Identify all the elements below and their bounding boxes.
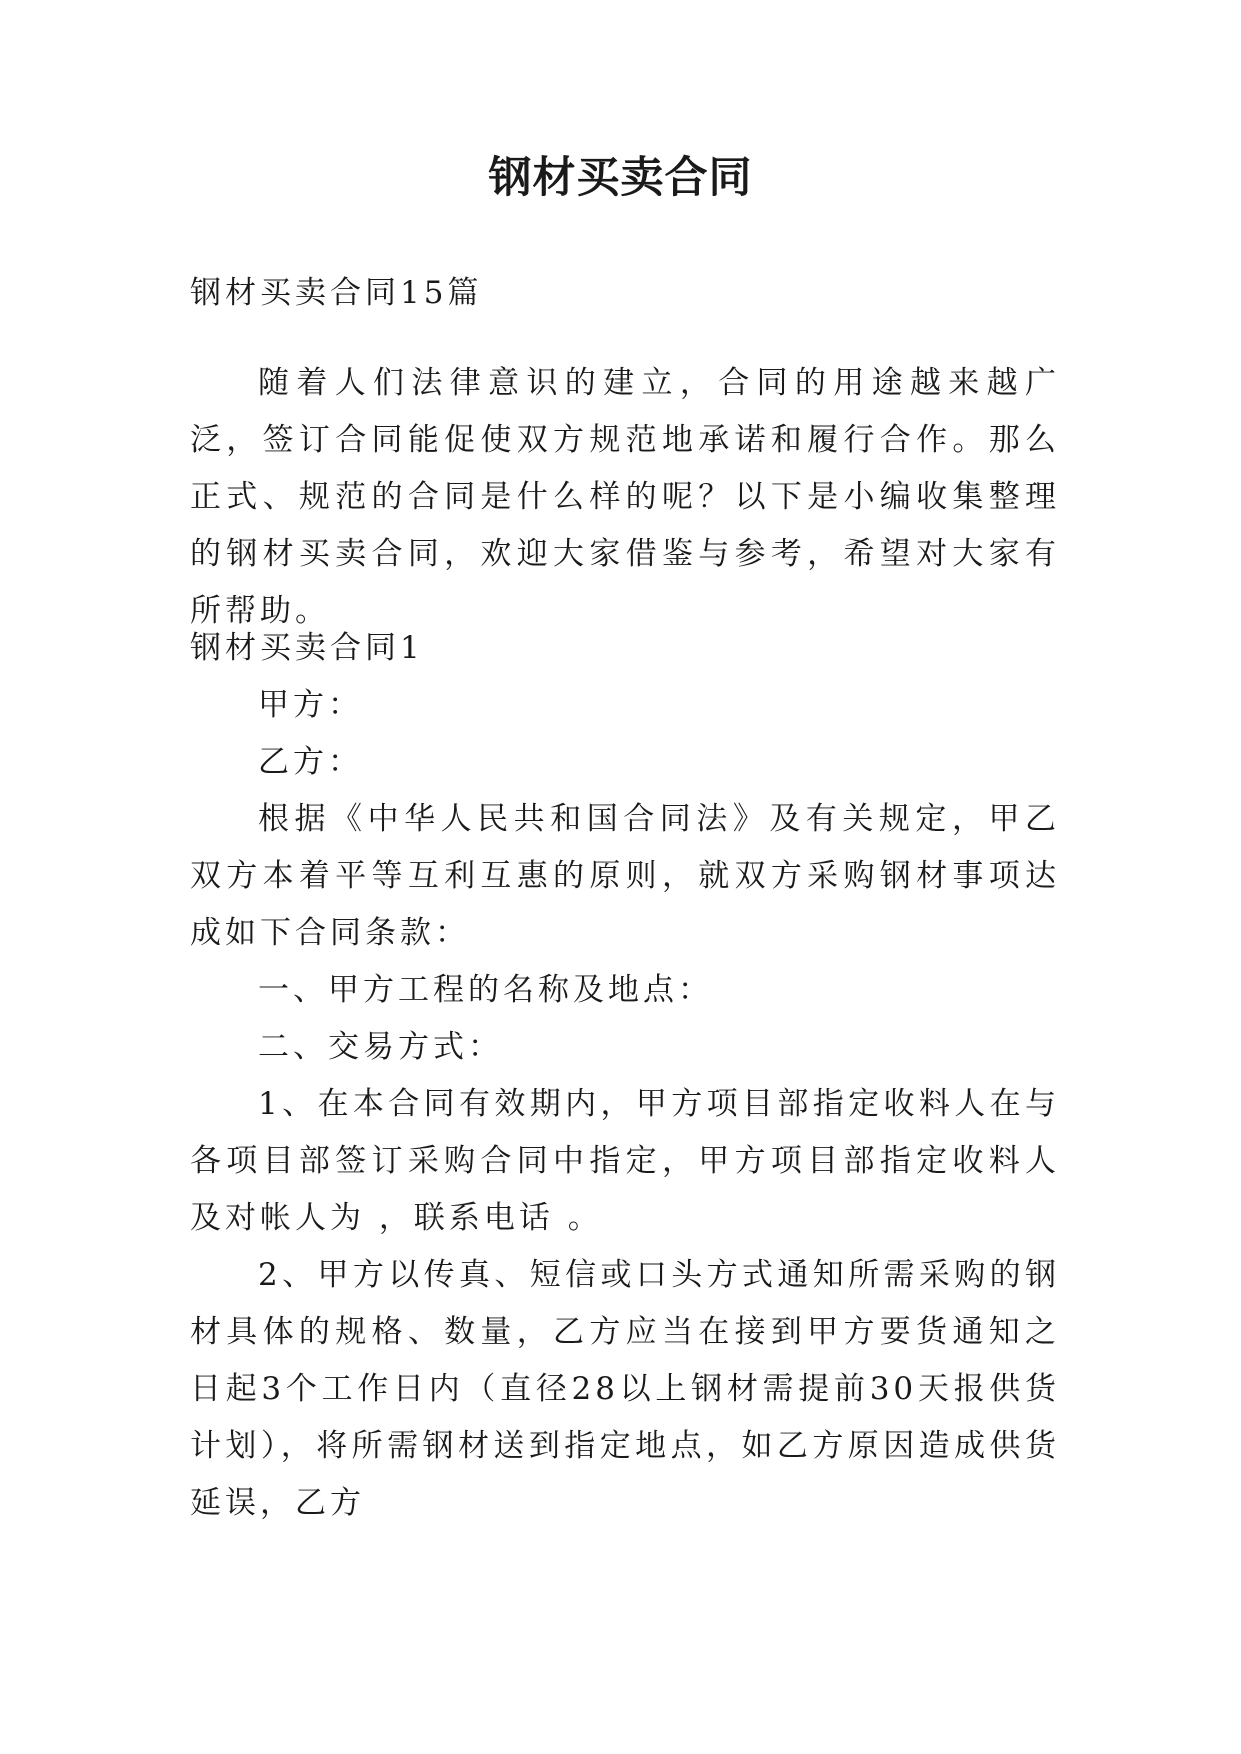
- clause-2-item-2: 2、甲方以传真、短信或口头方式通知所需采购的钢材具体的规格、数量，乙方应当在接到甲方要货通知之日起3个工作日内（直径28以上钢材需提前30天报供货计划），将所需钢材送到指定地点，如乙方原因造成供货延误，乙方: [190, 1257, 1060, 1521]
- section-heading: 钢材买卖合同1: [190, 630, 424, 666]
- party-b-line: 乙方：: [258, 744, 363, 780]
- document-subtitle: 钢材买卖合同15篇: [190, 275, 483, 311]
- intro-paragraph: 随着人们法律意识的建立，合同的用途越来越广泛，签订合同能促使双方规范地承诺和履行合作。那么正式、规范的合同是什么样的呢？以下是小编收集整理的钢材买卖合同，欢迎大家借鉴与参考，希望对大家有所帮助。: [190, 365, 1060, 629]
- document-subtitle-block: [190, 265, 1060, 322]
- contract-body: [190, 620, 1060, 1532]
- clause-1-heading: 一、甲方工程的名称及地点：: [258, 972, 713, 1008]
- intro-block: [190, 355, 1060, 640]
- document-title: 钢材买卖合同: [488, 153, 753, 203]
- clause-2-item-1: 1、在本合同有效期内，甲方项目部指定收料人在与各项目部签订采购合同中指定，甲方项目部指定收料人及对帐人为 ，联系电话 。: [190, 1086, 1060, 1236]
- preamble-paragraph: 根据《中华人民共和国合同法》及有关规定，甲乙双方本着平等互利互惠的原则，就双方采购钢材事项达成如下合同条款：: [190, 801, 1060, 951]
- party-a-line: 甲方：: [258, 687, 363, 723]
- clause-2-heading: 二、交易方式：: [258, 1029, 503, 1065]
